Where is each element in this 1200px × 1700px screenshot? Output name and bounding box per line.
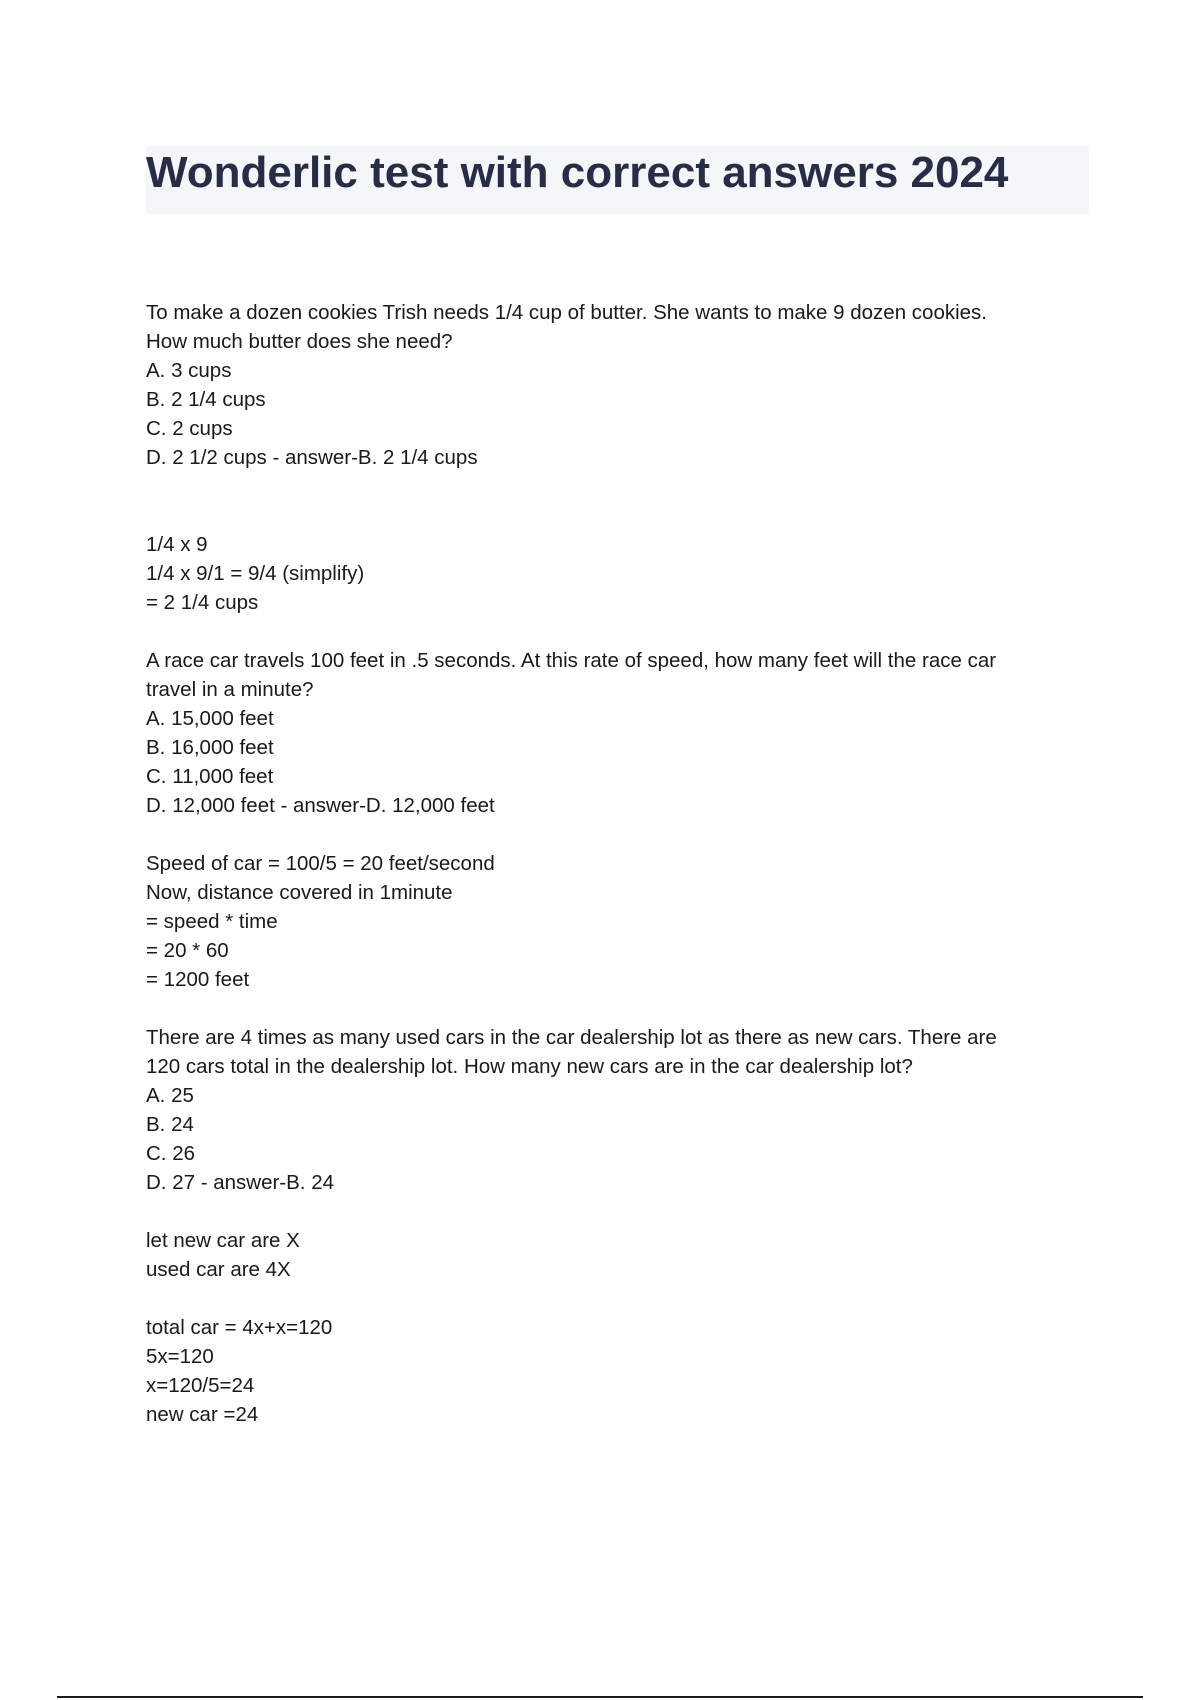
explanation-line: new car =24 bbox=[146, 1403, 259, 1426]
explanation-line: = 1200 feet bbox=[146, 968, 250, 991]
explanation-1 bbox=[146, 530, 1086, 617]
document-body bbox=[146, 298, 1086, 1429]
answer-option: D. 12,000 feet - answer-D. 12,000 feet bbox=[146, 794, 495, 817]
explanation-line: x=120/5=24 bbox=[146, 1374, 255, 1397]
question-3 bbox=[146, 1023, 1086, 1197]
answer-option: D. 27 - answer-B. 24 bbox=[146, 1171, 334, 1194]
answer-option: C. 2 cups bbox=[146, 417, 233, 440]
explanation-line: Speed of car = 100/5 = 20 feet/second bbox=[146, 852, 495, 875]
explanation-line: Now, distance covered in 1minute bbox=[146, 881, 453, 904]
question-text-line: travel in a minute? bbox=[146, 678, 314, 701]
answer-option: D. 2 1/2 cups - answer-B. 2 1/4 cups bbox=[146, 446, 478, 469]
answer-option: A. 15,000 feet bbox=[146, 707, 274, 730]
question-text-line: There are 4 times as many used cars in the car dealership lot as there as new cars. There are bbox=[146, 1026, 997, 1049]
question-text-line: A race car travels 100 feet in .5 seconds. At this rate of speed, how many feet will the race car bbox=[146, 649, 997, 672]
explanation-line: = 20 * 60 bbox=[146, 939, 229, 962]
question-text-line: 120 cars total in the dealership lot. How many new cars are in the car dealership lot? bbox=[146, 1055, 913, 1078]
answer-option: B. 24 bbox=[146, 1113, 194, 1136]
explanation-line: 1/4 x 9/1 = 9/4 (simplify) bbox=[146, 562, 365, 585]
explanation-3-continued bbox=[146, 1313, 1086, 1429]
explanation-line: used car are 4X bbox=[146, 1258, 291, 1281]
explanation-line: = 2 1/4 cups bbox=[146, 591, 259, 614]
question-text-line: How much butter does she need? bbox=[146, 330, 453, 353]
answer-option: A. 3 cups bbox=[146, 359, 232, 382]
explanation-line: total car = 4x+x=120 bbox=[146, 1316, 333, 1339]
answer-option: B. 16,000 feet bbox=[146, 736, 274, 759]
answer-option: C. 11,000 feet bbox=[146, 765, 274, 788]
question-1 bbox=[146, 298, 1086, 472]
question-text-line: To make a dozen cookies Trish needs 1/4 cup of butter. She wants to make 9 dozen cookies. bbox=[146, 301, 987, 324]
explanation-line: 1/4 x 9 bbox=[146, 533, 208, 556]
explanation-3 bbox=[146, 1226, 1086, 1284]
page-title: Wonderlic test with correct answers 2024 bbox=[146, 148, 1009, 197]
question-2 bbox=[146, 646, 1086, 820]
answer-option: A. 25 bbox=[146, 1084, 194, 1107]
explanation-line: let new car are X bbox=[146, 1229, 300, 1252]
explanation-2 bbox=[146, 849, 1086, 994]
answer-option: C. 26 bbox=[146, 1142, 195, 1165]
explanation-line: = speed * time bbox=[146, 910, 278, 933]
answer-option: B. 2 1/4 cups bbox=[146, 388, 266, 411]
footer-rule bbox=[57, 1696, 1143, 1698]
explanation-line: 5x=120 bbox=[146, 1345, 214, 1368]
